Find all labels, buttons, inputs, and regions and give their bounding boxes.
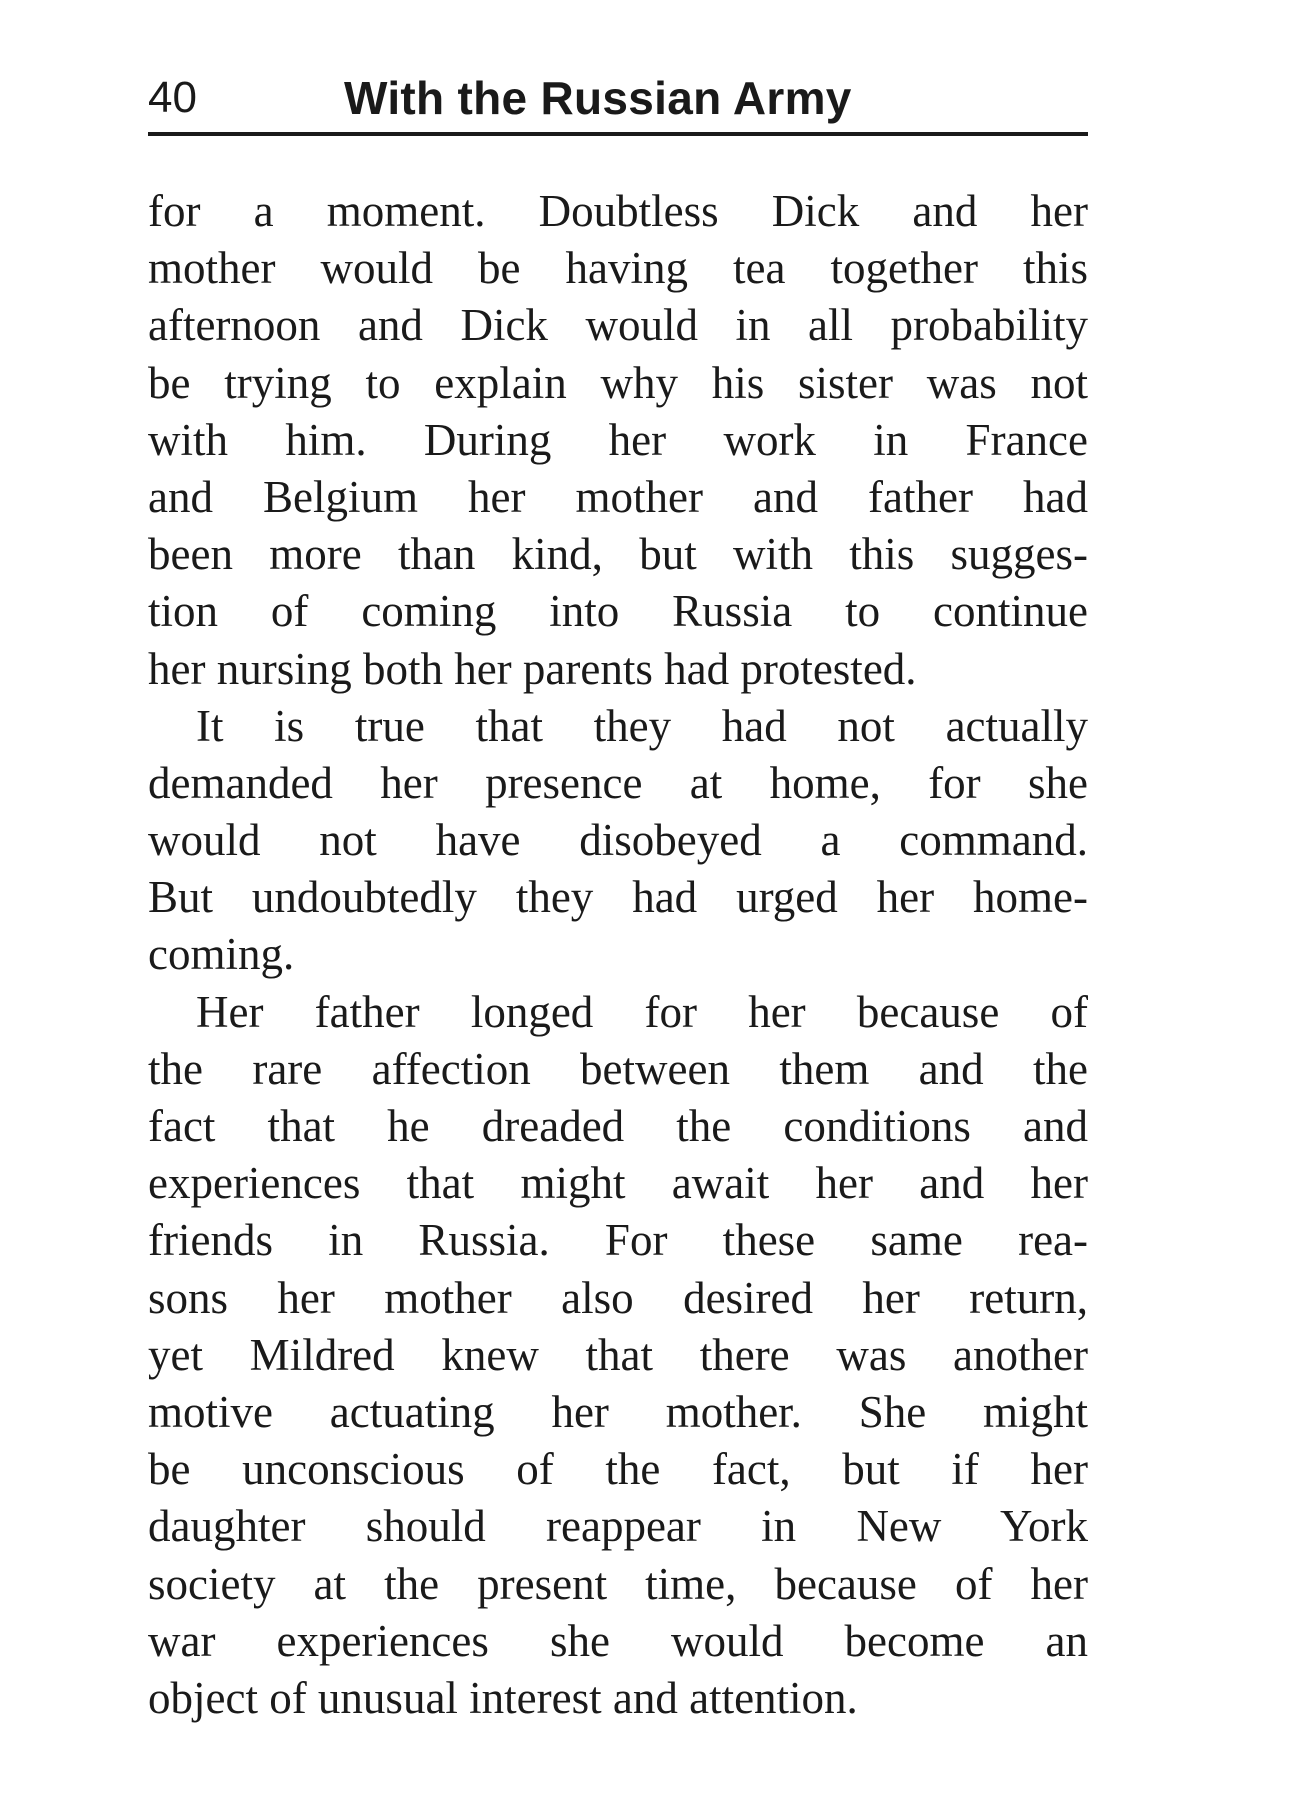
text-line: But undoubtedly they had urged her home- — [148, 872, 1088, 923]
text-line: be trying to explain why his sister was not — [148, 357, 1088, 408]
running-title: With the Russian Army — [344, 72, 852, 124]
text-line: sons her mother also desired her return, — [148, 1272, 1088, 1323]
text-line: It is true that they had not actually — [196, 700, 1088, 751]
text-line: for a moment. Doubtless Dick and her — [148, 186, 1088, 236]
text-line: her nursing both her parents had protested. — [148, 643, 917, 694]
text-line: daughter should reappear in New York — [148, 1501, 1088, 1552]
text-line: friends in Russia. For these same rea- — [148, 1215, 1088, 1266]
running-head — [148, 68, 1088, 136]
text-line: fact that he dreaded the conditions and — [148, 1101, 1088, 1151]
text-line: the rare affection between them and the — [148, 1043, 1088, 1094]
text-line: mother would be having tea together this — [148, 243, 1088, 294]
page-number: 40 — [148, 73, 197, 122]
text-line: war experiences she would become an — [148, 1615, 1088, 1666]
text-line: with him. During her work in France — [148, 414, 1088, 465]
text-line: coming. — [148, 929, 295, 980]
text-line: object of unusual interest and attention. — [148, 1672, 858, 1723]
text-line: be unconscious of the fact, but if her — [148, 1444, 1088, 1495]
text-line: tion of coming into Russia to continue — [148, 586, 1088, 637]
text-line: society at the present time, because of her — [148, 1558, 1088, 1609]
text-line: and Belgium her mother and father had — [148, 471, 1088, 522]
text-line: Her father longed for her because of — [196, 986, 1088, 1037]
text-line: would not have disobeyed a command. — [148, 815, 1088, 866]
body-text — [148, 183, 1088, 1727]
text-line: yet Mildred knew that there was another — [148, 1329, 1088, 1380]
text-line: motive actuating her mother. She might — [148, 1386, 1088, 1437]
text-line: experiences that might await her and her — [148, 1158, 1088, 1209]
text-line: afternoon and Dick would in all probability — [148, 300, 1088, 351]
text-line: demanded her presence at home, for she — [148, 757, 1088, 808]
text-line: been more than kind, but with this sugges- — [148, 529, 1088, 580]
